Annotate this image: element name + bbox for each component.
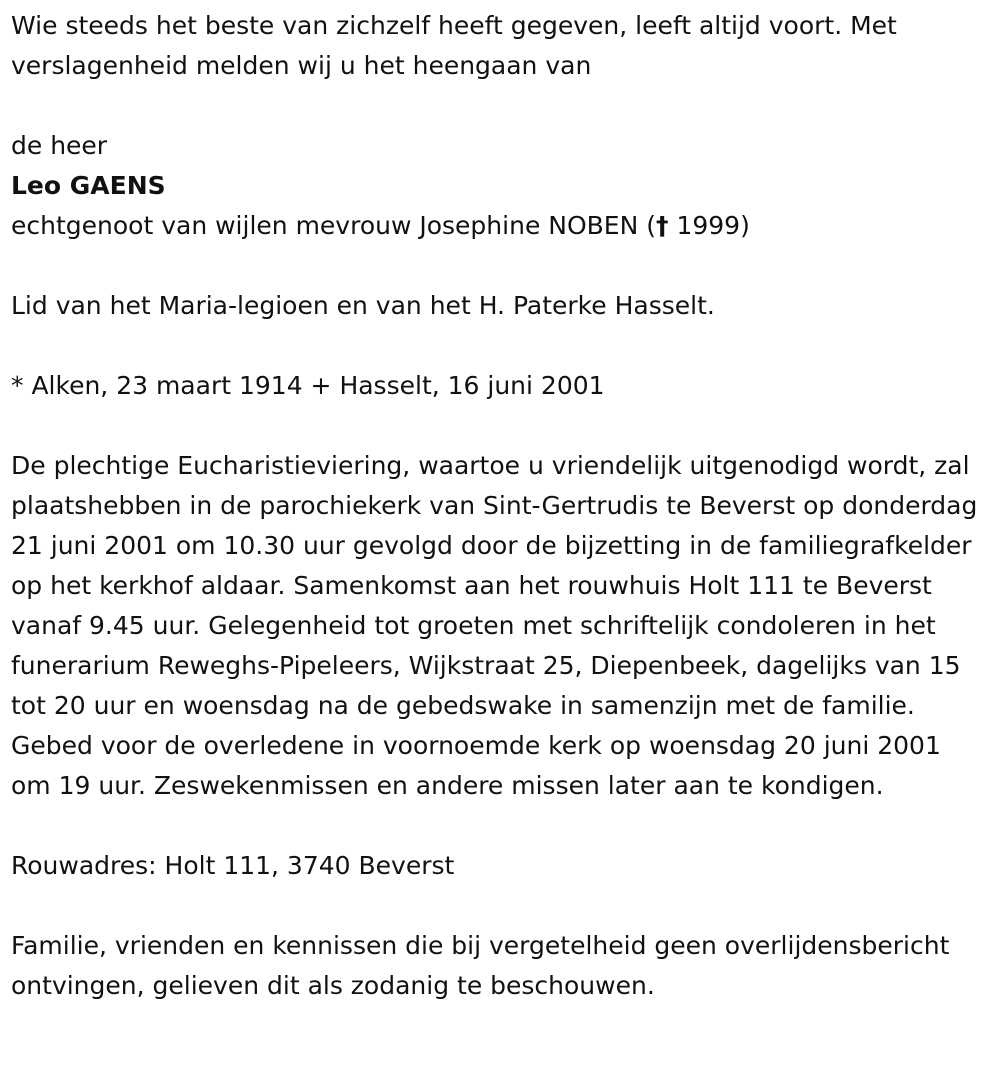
ceremony-text: De plechtige Eucharistieviering, waartoe u vriendelijk uitgenodigd wordt, zal plaatshebben in de parochiekerk van Sint-Gertrudis te Beverst op donderdag 21 juni 2001 om 10.30 uur gevolgd door de bijzetting in de familiegrafkelder op het kerkhof aldaar. Samenkomst aan het rouwhuis Holt 111 te Beverst vanaf 9.45 uur. Gelegenheid tot groeten met schriftelijk condoleren in het funerarium Reweghs-Pipeleers, Wijkstraat 25, Diepenbeek, dagelijks van 15 tot 20 uur en woensdag na de gebedswake in samenzijn met de familie. Gebed voor de overledene in voornoemde kerk op woensdag 20 juni 2001 om 19 uur. Zeswekenmissen en andere missen later aan te kondigen. bbox=[11, 451, 978, 800]
intro-text: Wie steeds het beste van zichzelf heeft gegeven, leeft altijd voort. Met verslagenheid melden wij u het heengaan van bbox=[11, 11, 897, 80]
deceased-name: Leo GAENS bbox=[11, 171, 166, 200]
cross-icon: † bbox=[656, 211, 669, 240]
spouse-text: echtgenoot van wijlen mevrouw Josephine NOBEN ( bbox=[11, 211, 656, 240]
life-dates: * Alken, 23 maart 1914 + Hasselt, 16 juni 2001 bbox=[11, 371, 605, 400]
spouse-line bbox=[11, 206, 988, 246]
mourning-address: Rouwadres: Holt 111, 3740 Beverst bbox=[11, 851, 455, 880]
closing-text: Familie, vrienden en kennissen die bij vergetelheid geen overlijdensbericht ontvingen, gelieven dit als zodanig te beschouwen. bbox=[11, 931, 950, 1000]
membership-text: Lid van het Maria-legioen en van het H. Paterke Hasselt. bbox=[11, 291, 715, 320]
honorific: de heer bbox=[11, 131, 108, 160]
spouse-death-year: 1999) bbox=[668, 211, 750, 240]
